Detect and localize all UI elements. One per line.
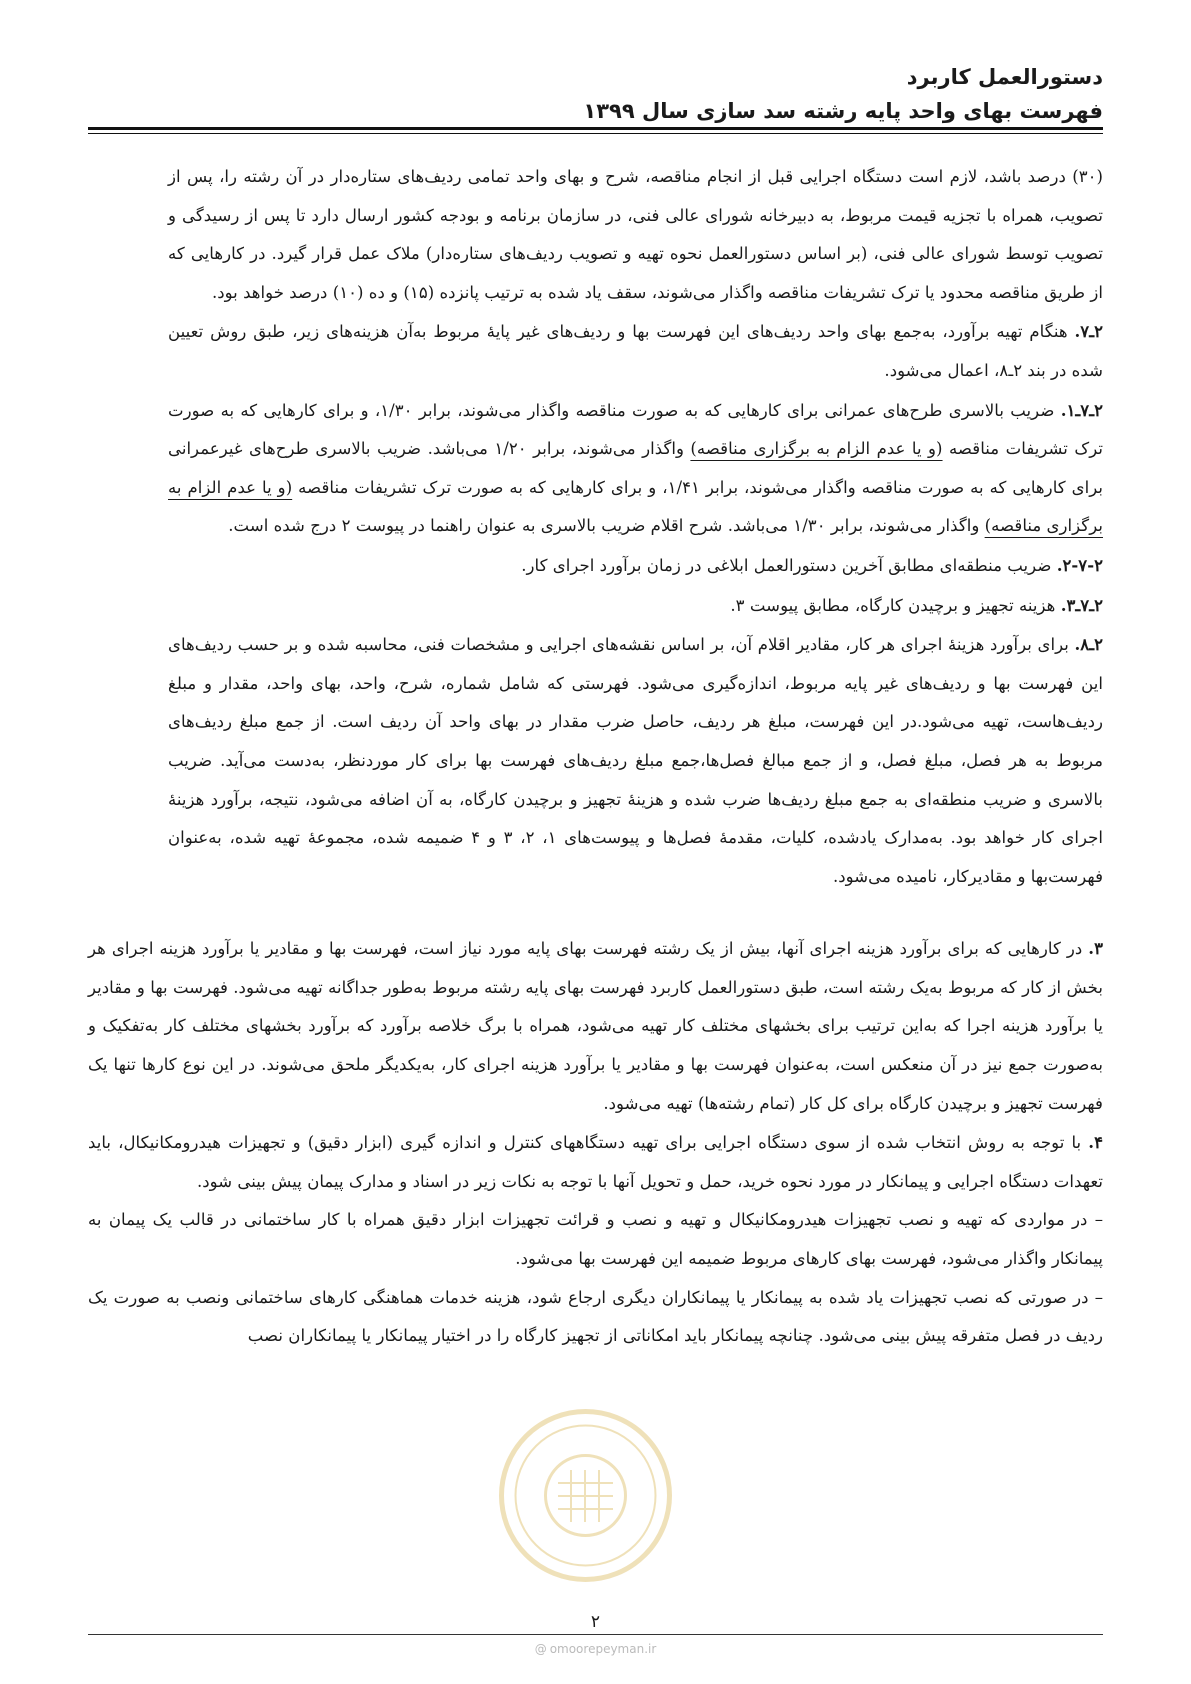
underlined-text: (و یا عدم الزام به برگزاری مناقصه) bbox=[168, 477, 1103, 536]
paragraph-4: ۴. با توجه به روش انتخاب شده از سوی دستگاه اجرایی برای تهیه دستگاههای کنترل و اندازه گیری (ابزار دقیق) و تجهیزات هیدرومکانیکال، باید تعهدات دستگاه اجرایی و پیمانکار در مورد نحوه خرید، حمل و تحویل آنها با توجه به نکات زیر در اسناد و مدارک پیمان پیش بینی شود. bbox=[88, 1132, 1103, 1191]
header-title: دستورالعمل کاربرد bbox=[906, 65, 1103, 89]
page-header bbox=[88, 60, 1103, 128]
website-text: omoorepeyman.ir bbox=[549, 1642, 657, 1656]
clause-number: ۳. bbox=[1088, 938, 1103, 959]
paragraph-continuation: (۳۰) درصد باشد، لازم است دستگاه اجرایی قبل از انجام مناقصه، شرح و بهای واحد تمامی ردیف‌های ستاره‌دار در آن رشته را، پس از تصویب، همراه با تجزیه قیمت مربوط، به دبیرخانه شورای عالی فنی، در سازمان برنامه و بودجه کشور ارسال دارد تا پس از رسیدگی و تصویب توسط شورای عالی فنی، (بر اساس دستورالعمل نحوه تهیه و تصویب ردیف‌های ستاره‌دار) ملاک عمل قرار گیرد. در کارهایی که از طریق مناقصه محدود یا ترک تشریفات مناقصه واگذار می‌شوند، سقف یاد شده به ترتیب پانزده (۱۵) و ده (۱۰) درصد خواهد بود. bbox=[168, 167, 1103, 302]
paragraph-2-7-2: ۲-۷-۲. ضریب منطقه‌ای مطابق آخرین دستورالعمل ابلاغی در زمان برآورد اجرای کار. bbox=[521, 554, 1103, 575]
paragraph-2-7: ۲ـ۷. هنگام تهیه برآورد، به‌جمع بهای واحد ردیف‌های این فهرست بها و ردیف‌های غیر پایهٔ مربوط به‌آن هزینه‌های زیر، طبق روش تعیین شده در بند ۲ـ۸، اعمال می‌شود. bbox=[168, 321, 1103, 380]
indented-section bbox=[168, 158, 1103, 896]
watermark-seal-icon bbox=[498, 1408, 673, 1583]
paragraph-2-7-3: ۲ـ۷ـ۳. هزینه تجهیز و برچیدن کارگاه، مطابق پیوست ۳. bbox=[730, 594, 1103, 615]
clause-number: ۲-۷-۲. bbox=[1056, 554, 1103, 575]
footer-rule bbox=[88, 1634, 1103, 1635]
bullet-item-2: – در صورتی که نصب تجهیزات یاد شده به پیمانکار یا پیمانکاران دیگری ارجاع شود، هزینه خدمات هماهنگی کارهای ساختمانی ونصب به صورت یک ردیف در فصل متفرقه پیش بینی می‌شود. چنانچه پیمانکار باید امکاناتی از تجهیز کارگاه را در اختیار پیمانکار یا پیمانکاران نصب bbox=[88, 1287, 1103, 1346]
footer-website bbox=[0, 1642, 1191, 1656]
clause-number: ۲ـ۷. bbox=[1074, 321, 1103, 342]
at-icon: @ bbox=[534, 1642, 547, 1656]
header-rule-thin bbox=[88, 133, 1103, 134]
header-subtitle: فهرست بهای واحد پایه رشته سد سازی سال ۱۳۹۹ bbox=[583, 99, 1103, 123]
page-number: ۲ bbox=[590, 1612, 601, 1632]
paragraph-2-7-1: ۲ـ۷ـ۱. ضریب بالاسری طرح‌های عمرانی برای کارهایی که به صورت مناقصه واگذار می‌شوند، برابر ۱/۳۰، و برای کارهایی که به صورت ترک تشریفات مناقصه (و یا عدم الزام به برگزاری مناقصه) واگذار می‌شوند، برابر ۱/۲۰ می‌باشد. ضریب بالاسری طرح‌های غیرعمرانی برای کارهایی که به صورت مناقصه واگذار می‌شوند، برابر ۱/۴۱، و برای کارهایی که به صورت ترک تشریفات مناقصه (و یا عدم الزام به برگزاری مناقصه) واگذار می‌شوند، برابر ۱/۳۰ می‌باشد. شرح اقلام ضریب بالاسری به عنوان راهنما در پیوست ۲ درج شده است. bbox=[168, 399, 1103, 536]
document-body bbox=[88, 158, 1103, 1356]
paragraph-2-8: ۲ـ۸. برای برآورد هزینهٔ اجرای هر کار، مقادیر اقلام آن، بر اساس نقشه‌های اجرایی و مشخصات فنی، محاسبه شده و بر حسب ردیف‌های این فهرست بها و ردیف‌های غیر پایه مربوط، اندازه‌گیری می‌شود. فهرستی که شامل شماره، شرح، واحد، بهای واحد، مقدار و مبلغ ردیف‌هاست، تهیه می‌شود.در این فهرست، مبلغ هر ردیف، حاصل ضرب مقدار در بهای واحد آن ردیف است. از جمع مبلغ ردیف‌های مربوط به هر فصل، مبلغ فصل، و از جمع مبالغ فصل‌ها،جمع مبلغ ردیف‌های فهرست بها برای کار موردنظر، به‌دست می‌آید. ضریب بالاسری و ضریب منطقه‌ای به جمع مبلغ ردیف‌ها ضرب شده و هزینهٔ تجهیز و برچیدن کارگاه، به آن اضافه می‌شود، نتیجه، برآورد هزینهٔ اجرای کار خواهد بود. به‌مدارک یادشده، کلیات، مقدمهٔ فصل‌ها و پیوست‌های ۱، ۲، ۳ و ۴ ضمیمه شده، مجموعهٔ تهیه شده، به‌عنوان فهرست‌بها و مقادیرکار، نامیده می‌شود. bbox=[168, 634, 1104, 886]
clause-number: ۲ـ۷ـ۳. bbox=[1060, 594, 1103, 615]
paragraph-3: ۳. در کارهایی که برای برآورد هزینه اجرای آنها، بیش از یک رشته فهرست بهای پایه مورد نیاز است، فهرست بها و مقادیر یا برآورد هزینه اجرای هر بخش از کار که مربوط به‌یک رشته است، طبق دستورالعمل کاربرد فهرست بهای پایه رشته مربوط به‌طور جداگانه تهیه می‌شود. فهرست بها و مقادیر یا برآورد هزینه اجرا که به‌این ترتیب برای بخشهای مختلف کار تهیه می‌شود، همراه با برگ خلاصه برآورد که برآورد بخشهای مختلف کار به‌تفکیک و به‌صورت جمع نیز در آن منعکس است، به‌عنوان فهرست بها و مقادیر یا برآورد هزینه اجرای کار، به‌یکدیگر ملحق می‌شوند. در این نوع کارها تنها یک فهرست تجهیز و برچیدن کارگاه برای کل کار (تمام رشته‌ها) تهیه می‌شود. bbox=[88, 938, 1103, 1113]
section-gap bbox=[88, 896, 1103, 929]
header-rule-thick bbox=[88, 127, 1103, 130]
clause-number: ۴. bbox=[1088, 1132, 1103, 1153]
clause-number: ۲ـ۸. bbox=[1074, 634, 1103, 655]
clause-number: ۲ـ۷ـ۱. bbox=[1060, 399, 1103, 420]
bullet-item-1: – در مواردی که تهیه و نصب تجهیزات هیدرومکانیکال و تهیه و نصب و قرائت تجهیزات ابزار دقیق همراه با کار ساختمانی در قالب یک پیمان به پیمانکار واگذار می‌شود، فهرست بهای کارهای مربوط ضمیمه این فهرست بها می‌شود. bbox=[88, 1210, 1103, 1269]
underlined-text: (و یا عدم الزام به برگزاری مناقصه) bbox=[690, 439, 943, 459]
